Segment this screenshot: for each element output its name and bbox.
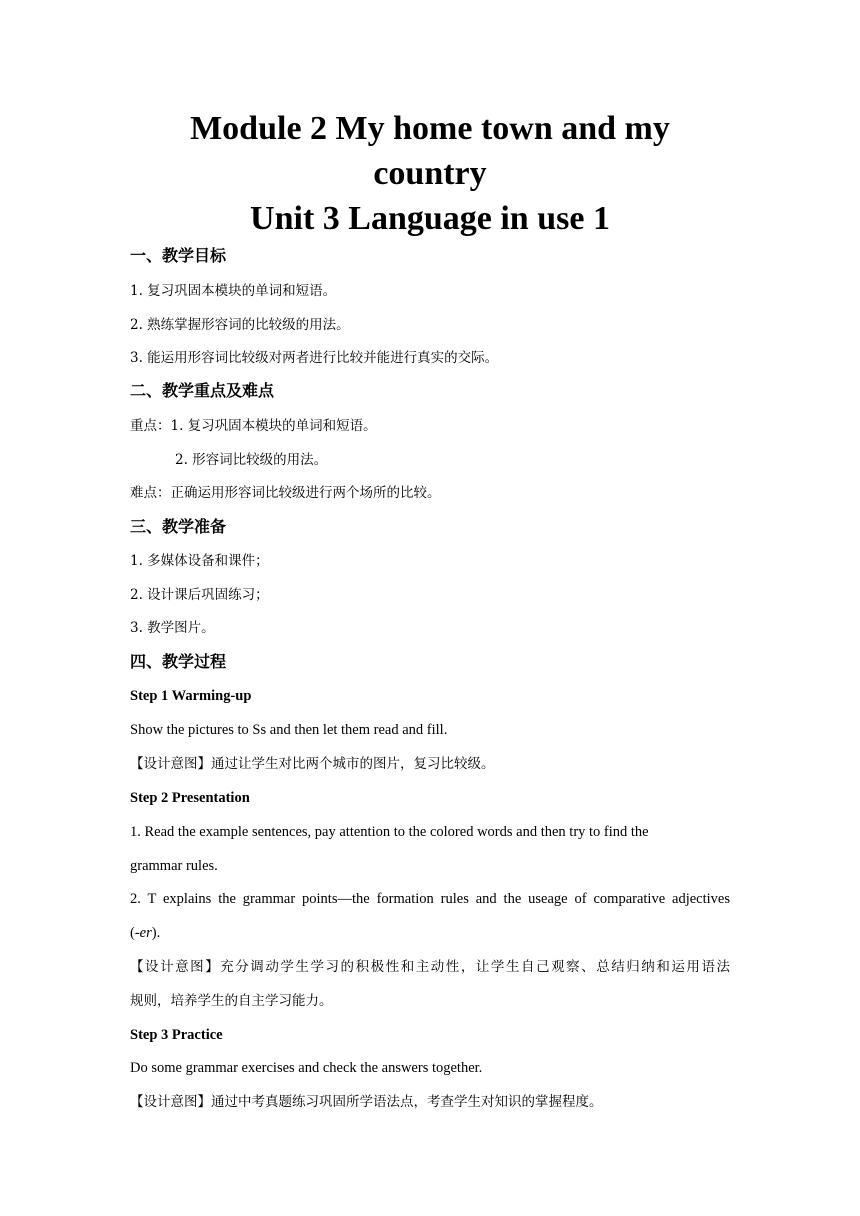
step2-item1-line1: 1. Read the example sentences, pay attention to the colored words and then try to find the	[130, 824, 649, 840]
step2-item2-line2	[130, 923, 730, 943]
key-point-item-1: 重点：1. 复习巩固本模块的单词和短语。	[130, 418, 377, 434]
document-title-line1: Module 2 My home town and my country	[190, 110, 670, 192]
suffix-er: er	[139, 925, 152, 941]
difficulty-item: 难点：正确运用形容词比较级进行两个场所的比较。	[130, 485, 441, 501]
objective-item-3: 3. 能运用形容词比较级对两者进行比较并能进行真实的交际。	[130, 350, 499, 366]
step1-text: Show the pictures to Ss and then let them read and fill.	[130, 722, 448, 738]
section-heading-key-points: 二、教学重点及难点	[130, 381, 275, 400]
key-point-item-2: 2. 形容词比较级的用法。	[175, 452, 328, 468]
step1-intent: 【设计意图】通过让学生对比两个城市的图片，复习比较级。	[130, 756, 495, 772]
step2-intent-line1: 【设计意图】充分调动学生学习的积极性和主动性，让学生自己观察、总结归纳和运用语法	[130, 959, 730, 975]
preparation-item-3: 3. 教学图片。	[130, 620, 215, 636]
step3-text: Do some grammar exercises and check the answers together.	[130, 1060, 483, 1076]
section-heading-process: 四、教学过程	[130, 652, 227, 671]
step2-intent-line2: 规则，培养学生的自主学习能力。	[130, 993, 333, 1009]
step1-title: Step 1 Warming-up	[130, 688, 252, 704]
step2-title: Step 2 Presentation	[130, 790, 250, 806]
objective-item-2: 2. 熟练掌握形容词的比较级的用法。	[130, 317, 350, 333]
preparation-item-2: 2. 设计课后巩固练习；	[130, 587, 269, 603]
paren-open: (-	[130, 925, 140, 941]
step3-title: Step 3 Practice	[130, 1027, 223, 1043]
step2-item2-line1: 2. T explains the grammar points—the formation rules and the useage of comparative adjectives	[130, 891, 730, 907]
step3-intent: 【设计意图】通过中考真题练习巩固所学语法点，考查学生对知识的掌握程度。	[130, 1094, 603, 1110]
section-heading-preparation: 三、教学准备	[130, 517, 227, 536]
section-heading-objectives: 一、教学目标	[130, 246, 227, 265]
step2-item1-line2: grammar rules.	[130, 858, 218, 874]
objective-item-1: 1. 复习巩固本模块的单词和短语。	[130, 283, 337, 299]
paren-close: ).	[151, 925, 161, 941]
document-title-line2: Unit 3 Language in use 1	[250, 200, 610, 237]
preparation-item-1: 1. 多媒体设备和课件；	[130, 553, 269, 569]
